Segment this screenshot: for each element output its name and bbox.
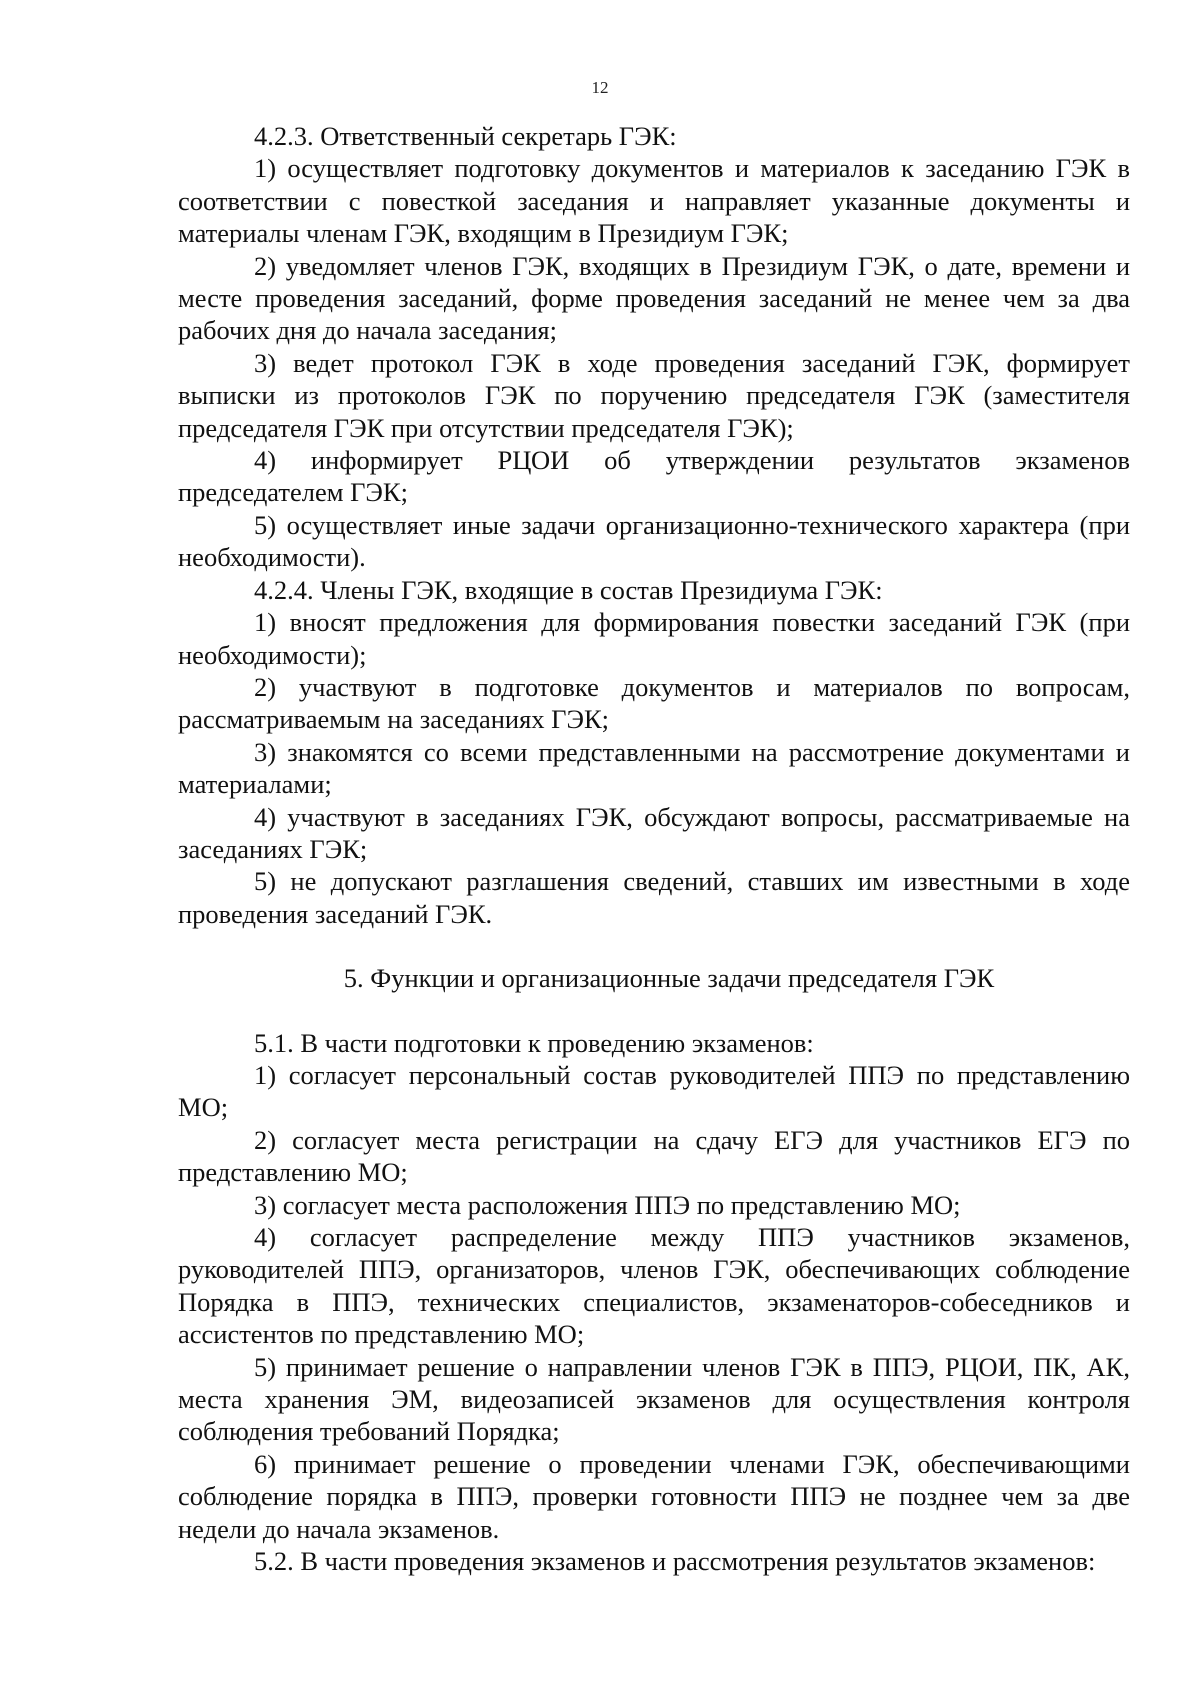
paragraph-5-2-title: 5.2. В части проведения экзаменов и рассмотрения результатов экзаменов:	[254, 1546, 1096, 1577]
paragraph-item: 2) участвуют в подготовке документов и материалов по вопросам, рассматриваемым на заседаниях ГЭК;	[178, 671, 1130, 735]
paragraph-item: 5) не допускают разглашения сведений, ставших им известными в ходе проведения заседаний ГЭК.	[178, 866, 1130, 929]
paragraph-5-1-title: 5.1. В части подготовки к проведению экзаменов:	[254, 1027, 814, 1058]
paragraph-4-2-3-title: 4.2.3. Ответственный секретарь ГЭК:	[254, 121, 677, 151]
page-number: 12	[591, 78, 609, 97]
section-heading: 5. Функции и организационные задачи председателя ГЭК	[343, 963, 995, 994]
paragraph-item: 6) принимает решение о проведении членами ГЭК, обеспечивающими соблюдение порядка в ППЭ, проверки готовности ППЭ не позднее чем за две недели до начала экзаменов.	[178, 1448, 1130, 1544]
paragraph-item: 2) согласует места регистрации на сдачу ЕГЭ для участников ЕГЭ по представлению МО;	[178, 1124, 1130, 1188]
paragraph-item: 2) уведомляет членов ГЭК, входящих в Президиум ГЭК, о дате, времени и месте проведения заседаний, форме проведения заседаний не менее чем за два рабочих дня до начала заседания;	[178, 250, 1130, 346]
paragraph-item: 3) ведет протокол ГЭК в ходе проведения заседаний ГЭК, формирует выписки из протоколов ГЭК по поручению председателя ГЭК (заместителя председателя ГЭК при отсутствии председателя ГЭК);	[178, 347, 1130, 443]
paragraph-item: 4) информирует РЦОИ об утверждении результатов экзаменов председателем ГЭК;	[178, 445, 1130, 508]
paragraph-item: 1) вносят предложения для формирования повестки заседаний ГЭК (при необходимости);	[178, 607, 1130, 670]
paragraph-4-2-4-title: 4.2.4. Члены ГЭК, входящие в состав Президиума ГЭК:	[254, 574, 883, 605]
paragraph-item: 4) участвуют в заседаниях ГЭК, обсуждают вопросы, рассматриваемые на заседаниях ГЭК;	[178, 801, 1130, 864]
paragraph-item: 3) знакомятся со всеми представленными на рассмотрение документами и материалами;	[178, 736, 1130, 800]
paragraph-item: 5) осуществляет иные задачи организационно-технического характера (при необходимости).	[178, 509, 1130, 573]
paragraph-item: 5) принимает решение о направлении членов ГЭК в ППЭ, РЦОИ, ПК, АК, места хранения ЭМ, видеозаписей экзаменов для осуществления контроля соблюдения требований Порядка;	[178, 1351, 1130, 1447]
paragraph-item: 3) согласует места расположения ППЭ по представлению МО;	[254, 1189, 961, 1220]
paragraph-item: 1) осуществляет подготовку документов и материалов к заседанию ГЭК в соответствии с повесткой заседания и направляет указанные документы и материалы членам ГЭК, входящим в Президиум ГЭК;	[178, 153, 1130, 249]
paragraph-item: 4) согласует распределение между ППЭ участников экзаменов, руководителей ППЭ, организаторов, членов ГЭК, обеспечивающих соблюдение Порядка в ППЭ, технических специалистов, экзаменаторов-собеседников и ассистентов по представлению МО;	[178, 1222, 1130, 1350]
paragraph-item: 1) согласует персональный состав руководителей ППЭ по представлению МО;	[178, 1059, 1130, 1123]
document-body	[178, 120, 1130, 1577]
